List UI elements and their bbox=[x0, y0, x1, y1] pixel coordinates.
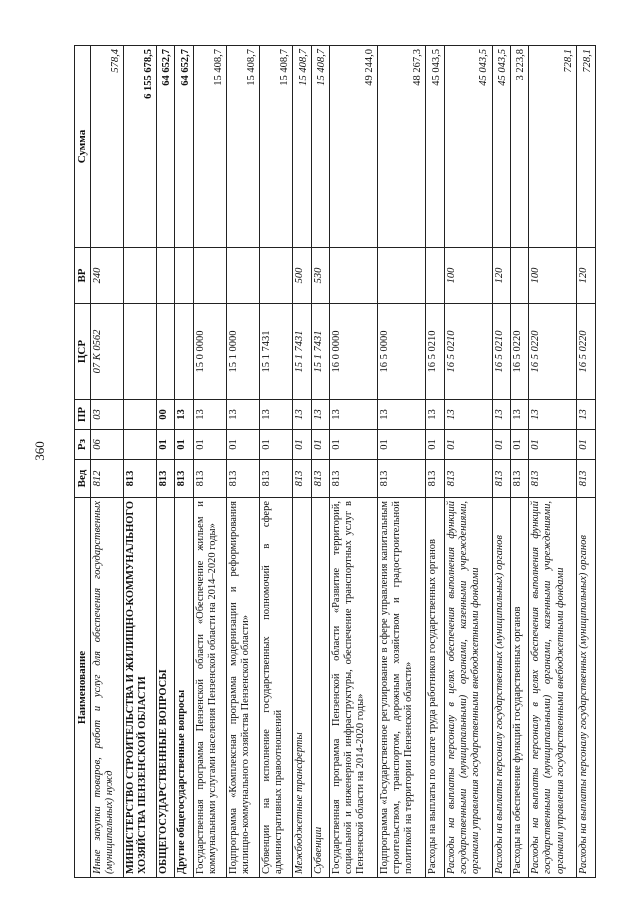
cell-ved: 813 bbox=[577, 460, 596, 498]
cell-ved: 813 bbox=[510, 460, 528, 498]
cell-ved: 812 bbox=[90, 460, 123, 498]
cell-name: Иные закупки товаров, работ и услуг для обеспечения государственных (муниципальных) нужд bbox=[90, 498, 123, 878]
cell-sum: 728,1 bbox=[529, 46, 577, 248]
header-csr: ЦСР bbox=[75, 304, 91, 400]
cell-name: ОБЩЕГОСУДАРСТВЕННЫЕ ВОПРОСЫ bbox=[157, 498, 175, 878]
cell-csr: 16 0 0000 bbox=[330, 304, 378, 400]
table-row bbox=[175, 46, 193, 878]
cell-sum: 64 652,7 bbox=[157, 46, 175, 248]
table-row bbox=[426, 46, 444, 878]
page-number: 360 bbox=[32, 441, 47, 461]
table-header-row bbox=[75, 46, 91, 878]
cell-name: Межбюджетные трансферты bbox=[293, 498, 311, 878]
cell-sum: 578,4 bbox=[90, 46, 123, 248]
cell-pr: 13 bbox=[311, 400, 329, 430]
table-row bbox=[444, 46, 492, 878]
table-row bbox=[157, 46, 175, 878]
cell-vr bbox=[123, 248, 156, 304]
cell-rz: 01 bbox=[510, 430, 528, 460]
cell-ved: 813 bbox=[492, 460, 510, 498]
cell-pr: 13 bbox=[293, 400, 311, 430]
table-row bbox=[123, 46, 156, 878]
cell-rz: 01 bbox=[378, 430, 426, 460]
cell-pr: 13 bbox=[260, 400, 293, 430]
cell-csr: 16 5 0210 bbox=[492, 304, 510, 400]
cell-csr: 07 К 0562 bbox=[90, 304, 123, 400]
cell-sum: 3 223,8 bbox=[510, 46, 528, 248]
cell-vr: 530 bbox=[311, 248, 329, 304]
cell-rz: 01 bbox=[330, 430, 378, 460]
cell-ved: 813 bbox=[330, 460, 378, 498]
cell-csr: 15 1 7431 bbox=[311, 304, 329, 400]
cell-pr bbox=[123, 400, 156, 430]
cell-rz bbox=[123, 430, 156, 460]
cell-csr: 16 5 0210 bbox=[444, 304, 492, 400]
cell-ved: 813 bbox=[293, 460, 311, 498]
cell-vr bbox=[260, 248, 293, 304]
cell-vr: 240 bbox=[90, 248, 123, 304]
cell-csr: 16 5 0220 bbox=[510, 304, 528, 400]
cell-rz: 01 bbox=[193, 430, 226, 460]
cell-rz: 01 bbox=[175, 430, 193, 460]
cell-pr: 13 bbox=[510, 400, 528, 430]
cell-vr bbox=[193, 248, 226, 304]
cell-sum: 45 043,5 bbox=[444, 46, 492, 248]
cell-rz: 01 bbox=[293, 430, 311, 460]
table-row bbox=[227, 46, 260, 878]
cell-sum: 6 155 678,5 bbox=[123, 46, 156, 248]
cell-sum: 64 652,7 bbox=[175, 46, 193, 248]
cell-name: Подпрограмма «Комплексная программа модернизации и реформирования жилищно-коммунального хозяйства Пензенской области» bbox=[227, 498, 260, 878]
cell-pr: 13 bbox=[175, 400, 193, 430]
cell-name: Расходы на выплаты персоналу в целях обеспечения выполнения функций государственными (муниципальными) органами, казенными учреждениями, органами управления государственными внебюджетными фондами bbox=[444, 498, 492, 878]
cell-name: Расходы на выплаты персоналу государственных (муниципальных) органов bbox=[577, 498, 596, 878]
cell-sum: 15 408,7 bbox=[293, 46, 311, 248]
cell-vr: 100 bbox=[529, 248, 577, 304]
cell-rz: 01 bbox=[492, 430, 510, 460]
cell-sum: 48 267,3 bbox=[378, 46, 426, 248]
cell-csr: 15 1 0000 bbox=[227, 304, 260, 400]
cell-pr: 00 bbox=[157, 400, 175, 430]
cell-csr: 15 0 0000 bbox=[193, 304, 226, 400]
cell-name: Субвенции на исполнение государственных полномочий в сфере административных правоотношений bbox=[260, 498, 293, 878]
table-row bbox=[90, 46, 123, 878]
cell-name: Государственная программа Пензенской области «Развитие территорий, социальной и инженерной инфраструктуры, обеспечение транспортных услуг в Пензенской области на 2014-2020 годы» bbox=[330, 498, 378, 878]
table-row bbox=[260, 46, 293, 878]
cell-csr: 15 1 7431 bbox=[260, 304, 293, 400]
cell-vr bbox=[227, 248, 260, 304]
cell-csr bbox=[123, 304, 156, 400]
cell-ved: 813 bbox=[378, 460, 426, 498]
header-sum: Сумма bbox=[75, 46, 91, 248]
cell-vr bbox=[510, 248, 528, 304]
cell-rz: 01 bbox=[311, 430, 329, 460]
cell-ved: 813 bbox=[260, 460, 293, 498]
cell-name: Другие общегосударственные вопросы bbox=[175, 498, 193, 878]
cell-pr: 13 bbox=[193, 400, 226, 430]
cell-name: Расходы на выплаты персоналу государственных (муниципальных) органов bbox=[492, 498, 510, 878]
cell-pr: 13 bbox=[378, 400, 426, 430]
cell-csr: 16 5 0220 bbox=[577, 304, 596, 400]
cell-rz: 06 bbox=[90, 430, 123, 460]
cell-sum: 45 043,5 bbox=[492, 46, 510, 248]
cell-csr bbox=[157, 304, 175, 400]
cell-pr: 13 bbox=[492, 400, 510, 430]
cell-name: МИНИСТЕРСТВО СТРОИТЕЛЬСТВА И ЖИЛИЩНО-КОММУНАЛЬНОГО ХОЗЯЙСТВА ПЕНЗЕНСКОЙ ОБЛАСТИ bbox=[123, 498, 156, 878]
budget-table bbox=[74, 45, 596, 878]
cell-pr: 13 bbox=[227, 400, 260, 430]
cell-ved: 813 bbox=[311, 460, 329, 498]
cell-name: Государственная программа Пензенской области «Обеспечение жильем и коммунальными услугами населения Пензенской области на 2014–2020 годы» bbox=[193, 498, 226, 878]
cell-rz: 01 bbox=[260, 430, 293, 460]
cell-csr: 16 5 0210 bbox=[426, 304, 444, 400]
cell-rz: 01 bbox=[426, 430, 444, 460]
cell-rz: 01 bbox=[227, 430, 260, 460]
cell-vr bbox=[426, 248, 444, 304]
cell-sum: 49 244,0 bbox=[330, 46, 378, 248]
cell-name: Подпрограмма «Государственное регулирование в сфере управления капитальным строительством, транспортом, дорожным хозяйством и градостроительной политикой на территории Пензенской области» bbox=[378, 498, 426, 878]
cell-ved: 813 bbox=[529, 460, 577, 498]
cell-pr: 13 bbox=[529, 400, 577, 430]
cell-ved: 813 bbox=[227, 460, 260, 498]
cell-ved: 813 bbox=[444, 460, 492, 498]
header-rz: Рз bbox=[75, 430, 91, 460]
cell-name: Расходы на выплаты по оплате труда работников государственных органов bbox=[426, 498, 444, 878]
header-ved: Вед bbox=[75, 460, 91, 498]
cell-rz: 01 bbox=[444, 430, 492, 460]
cell-pr: 13 bbox=[444, 400, 492, 430]
cell-vr: 120 bbox=[492, 248, 510, 304]
header-name: Наименование bbox=[75, 498, 91, 878]
cell-pr: 13 bbox=[330, 400, 378, 430]
header-vr: ВР bbox=[75, 248, 91, 304]
cell-pr: 13 bbox=[426, 400, 444, 430]
table-row bbox=[577, 46, 596, 878]
cell-csr: 16 5 0220 bbox=[529, 304, 577, 400]
cell-rz: 01 bbox=[577, 430, 596, 460]
rotated-table-wrapper bbox=[74, 46, 596, 878]
cell-ved: 813 bbox=[123, 460, 156, 498]
cell-vr bbox=[157, 248, 175, 304]
cell-name: Расходы на выплаты персоналу в целях обеспечения выполнения функций государственными (муниципальными) органами, казенными учреждениями, органами управления государственными внебюджетными фондами bbox=[529, 498, 577, 878]
cell-vr bbox=[378, 248, 426, 304]
cell-ved: 813 bbox=[157, 460, 175, 498]
cell-sum: 15 408,7 bbox=[311, 46, 329, 248]
cell-ved: 813 bbox=[175, 460, 193, 498]
table-row bbox=[330, 46, 378, 878]
table-body bbox=[90, 46, 595, 878]
cell-csr: 15 1 7431 bbox=[293, 304, 311, 400]
cell-name: Расходы на обеспечение функций государственных органов bbox=[510, 498, 528, 878]
cell-name: Субвенции bbox=[311, 498, 329, 878]
cell-sum: 15 408,7 bbox=[227, 46, 260, 248]
table-row bbox=[293, 46, 311, 878]
cell-rz: 01 bbox=[157, 430, 175, 460]
cell-sum: 728,1 bbox=[577, 46, 596, 248]
cell-pr: 03 bbox=[90, 400, 123, 430]
cell-vr: 500 bbox=[293, 248, 311, 304]
table-row bbox=[529, 46, 577, 878]
cell-pr: 13 bbox=[577, 400, 596, 430]
table-row bbox=[311, 46, 329, 878]
table-row bbox=[492, 46, 510, 878]
cell-vr bbox=[175, 248, 193, 304]
cell-sum: 45 043,5 bbox=[426, 46, 444, 248]
cell-sum: 15 408,7 bbox=[260, 46, 293, 248]
cell-vr: 100 bbox=[444, 248, 492, 304]
cell-vr: 120 bbox=[577, 248, 596, 304]
header-pr: ПР bbox=[75, 400, 91, 430]
cell-rz: 01 bbox=[529, 430, 577, 460]
cell-csr: 16 5 0000 bbox=[378, 304, 426, 400]
table-row bbox=[378, 46, 426, 878]
cell-sum: 15 408,7 bbox=[193, 46, 226, 248]
cell-ved: 813 bbox=[193, 460, 226, 498]
table-row bbox=[510, 46, 528, 878]
cell-vr bbox=[330, 248, 378, 304]
cell-ved: 813 bbox=[426, 460, 444, 498]
cell-csr bbox=[175, 304, 193, 400]
table-row bbox=[193, 46, 226, 878]
